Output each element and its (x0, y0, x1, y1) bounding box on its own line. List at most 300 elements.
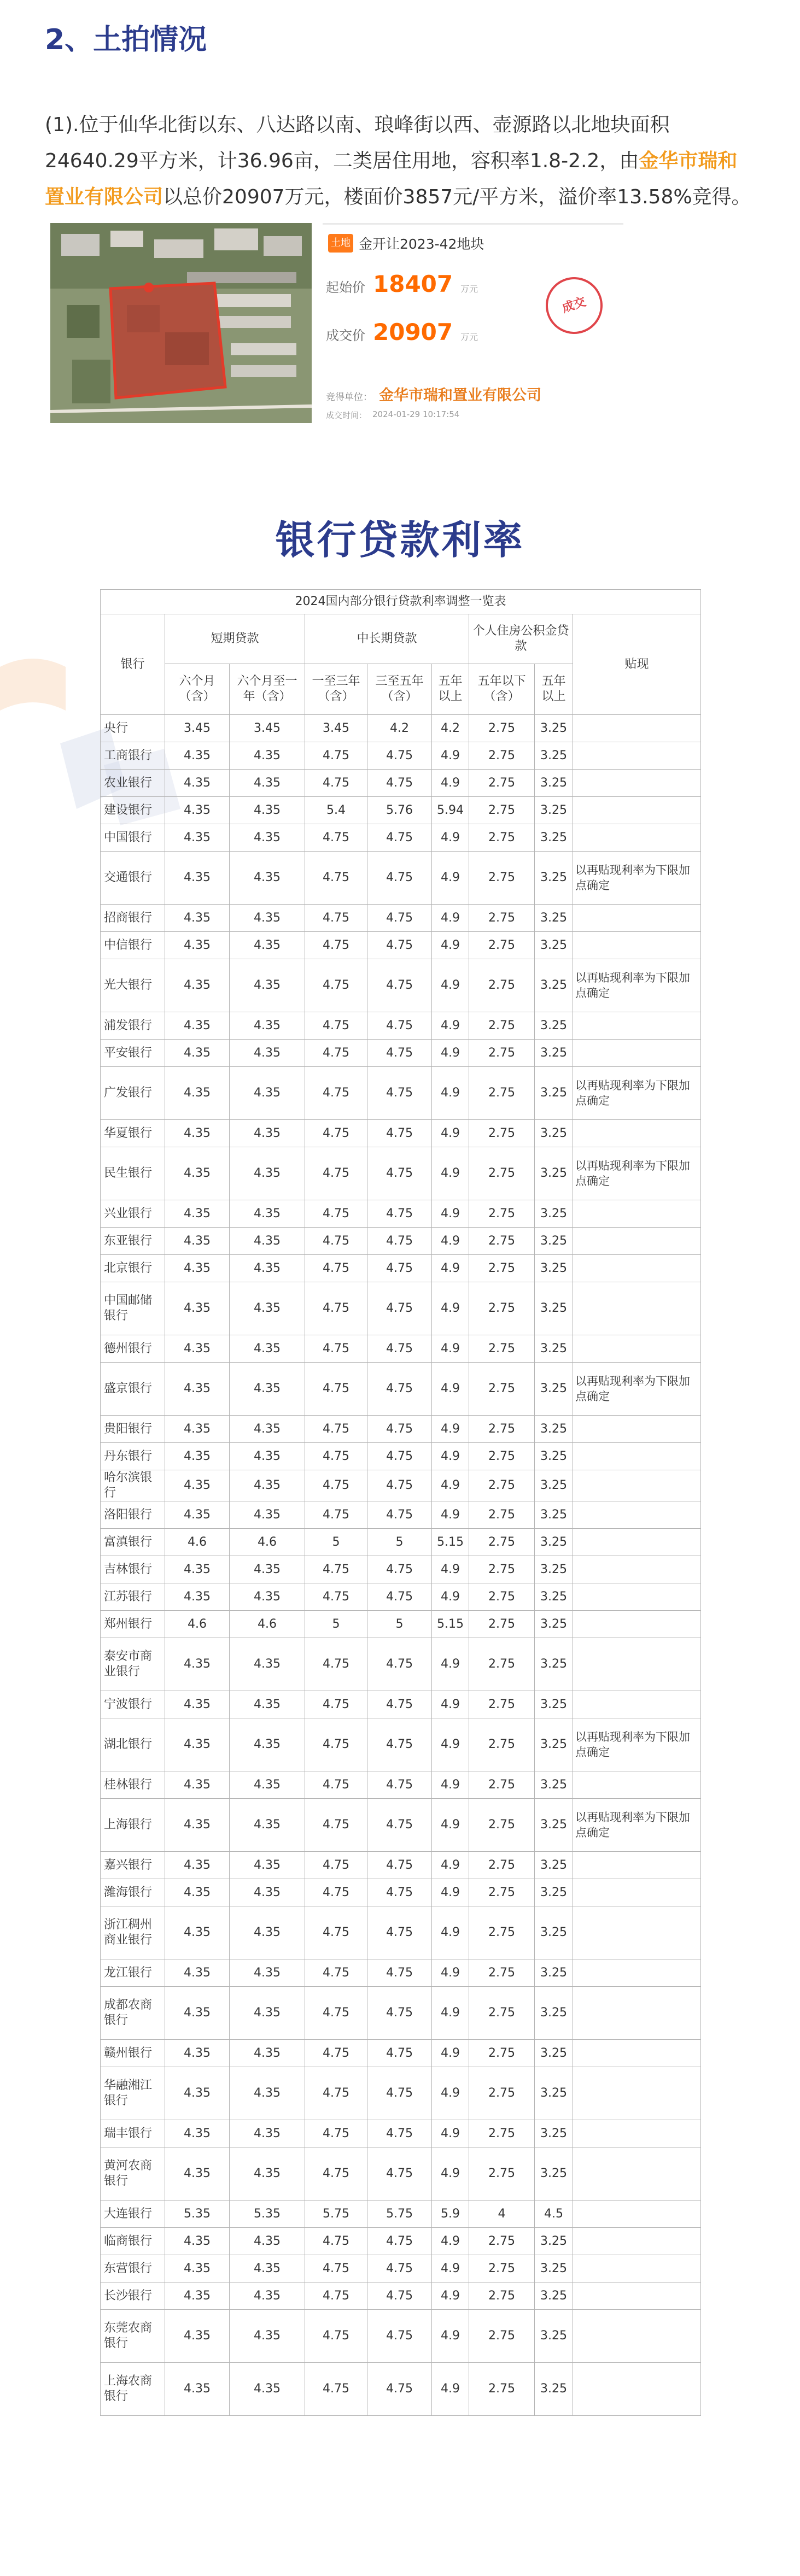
rate-cell: 4.35 (230, 1470, 305, 1501)
rate-cell: 3.25 (535, 1556, 573, 1583)
rate-cell: 4.35 (230, 1012, 305, 1040)
table-row (101, 1987, 701, 2040)
rate-cell: 4.35 (165, 1556, 230, 1583)
rate-cell: 4.75 (367, 1556, 432, 1583)
rate-cell: 3.25 (535, 1255, 573, 1282)
discount-note-cell (573, 1012, 701, 1040)
rate-cell: 4.75 (367, 1638, 432, 1691)
bank-name-cell: 上海农商银行 (101, 2363, 165, 2416)
rate-cell: 4.75 (305, 1282, 367, 1335)
rate-cell: 4.75 (367, 2310, 432, 2363)
bank-name-cell: 央行 (101, 715, 165, 742)
rate-cell: 4.35 (230, 1852, 305, 1879)
rate-cell: 3.25 (535, 2040, 573, 2067)
rates-table-body (101, 715, 701, 2416)
table-row (101, 959, 701, 1012)
table-row (101, 2310, 701, 2363)
rate-cell: 4.35 (230, 770, 305, 797)
rate-cell: 4.35 (165, 1228, 230, 1255)
rate-cell: 4.75 (367, 1718, 432, 1771)
rate-cell: 4.9 (432, 2255, 469, 2282)
bank-name-cell: 东莞农商银行 (101, 2310, 165, 2363)
rate-cell: 3.25 (535, 1987, 573, 2040)
rate-cell: 4.35 (230, 2120, 305, 2147)
bank-name-cell: 洛阳银行 (101, 1501, 165, 1529)
rate-cell: 2.75 (469, 1067, 535, 1120)
rate-cell: 4.35 (165, 1200, 230, 1228)
bank-name-cell: 浦发银行 (101, 1012, 165, 1040)
table-row (101, 1959, 701, 1987)
rate-cell: 5 (367, 1529, 432, 1556)
rate-cell: 2.75 (469, 1012, 535, 1040)
rate-cell: 4.9 (432, 1228, 469, 1255)
rate-cell: 2.75 (469, 770, 535, 797)
table-row (101, 932, 701, 959)
rate-cell: 4.75 (305, 2282, 367, 2310)
table-row (101, 905, 701, 932)
rate-cell: 2.75 (469, 1987, 535, 2040)
rate-cell: 4.75 (367, 2282, 432, 2310)
bank-name-cell: 盛京银行 (101, 1363, 165, 1416)
rate-cell: 4.75 (305, 2067, 367, 2120)
discount-note-cell (573, 770, 701, 797)
rate-cell: 2.75 (469, 1255, 535, 1282)
discount-note-cell (573, 1255, 701, 1282)
rate-cell: 4.75 (367, 1799, 432, 1852)
section-heading: 2、土拍情况 (45, 24, 207, 56)
rate-cell: 3.25 (535, 1012, 573, 1040)
rate-cell: 2.75 (469, 1852, 535, 1879)
rate-cell: 4.9 (432, 1906, 469, 1959)
rate-cell: 4.35 (230, 1556, 305, 1583)
rate-cell: 4.75 (305, 1638, 367, 1691)
rate-cell: 2.75 (469, 1147, 535, 1200)
table-caption-row (101, 590, 701, 614)
rate-cell: 2.75 (469, 1638, 535, 1691)
rate-cell: 3.25 (535, 1040, 573, 1067)
rate-cell: 3.25 (535, 905, 573, 932)
rate-cell: 4.9 (432, 1771, 469, 1799)
discount-note-cell (573, 2310, 701, 2363)
bank-name-cell: 浙江稠州商业银行 (101, 1906, 165, 1959)
discount-note-cell (573, 2282, 701, 2310)
rate-cell: 4.75 (305, 824, 367, 852)
table-row (101, 1556, 701, 1583)
rate-cell: 4.35 (165, 2147, 230, 2201)
rate-cell: 3.25 (535, 770, 573, 797)
bank-name-cell: 湖北银行 (101, 1718, 165, 1771)
table-row (101, 1470, 701, 1501)
rate-cell: 3.25 (535, 1879, 573, 1906)
rate-cell: 4.35 (165, 2255, 230, 2282)
rate-cell: 4.75 (367, 2228, 432, 2255)
rate-cell: 3.25 (535, 1718, 573, 1771)
rate-cell: 2.75 (469, 2282, 535, 2310)
rate-cell: 4.75 (305, 1012, 367, 1040)
rate-cell: 4.35 (165, 1501, 230, 1529)
rate-cell: 5.94 (432, 797, 469, 824)
aerial-map-image (50, 223, 312, 423)
rate-cell: 4.35 (230, 1067, 305, 1120)
deal-price-label: 成交价 (326, 328, 365, 343)
rate-cell: 4.75 (367, 1228, 432, 1255)
rate-cell: 4.75 (305, 742, 367, 770)
rate-cell: 4.35 (165, 1691, 230, 1718)
bank-name-cell: 东营银行 (101, 2255, 165, 2282)
rate-cell: 3.45 (230, 715, 305, 742)
bank-name-cell: 兴业银行 (101, 1200, 165, 1228)
rate-cell: 4.35 (165, 1443, 230, 1470)
table-row (101, 1771, 701, 1799)
rate-cell: 4.35 (230, 1255, 305, 1282)
bank-name-cell: 建设银行 (101, 797, 165, 824)
rate-cell: 3.25 (535, 1906, 573, 1959)
rate-cell: 4.35 (230, 1228, 305, 1255)
rate-cell: 4.35 (165, 1012, 230, 1040)
bank-name-cell: 平安银行 (101, 1040, 165, 1067)
rate-cell: 4.9 (432, 1470, 469, 1501)
aerial-map-graphic (50, 223, 312, 423)
discount-note-cell: 以再贴现利率为下限加点确定 (573, 1363, 701, 1416)
rate-cell: 5.9 (432, 2201, 469, 2228)
table-row (101, 2228, 701, 2255)
discount-note-cell (573, 2363, 701, 2416)
rate-cell: 4.35 (165, 1852, 230, 1879)
rate-cell: 4.35 (230, 1718, 305, 1771)
rate-cell: 2.75 (469, 1470, 535, 1501)
rate-cell: 4.9 (432, 852, 469, 905)
rate-cell: 3.25 (535, 824, 573, 852)
table-row (101, 1012, 701, 1040)
subheader-cell: 五年以上 (432, 664, 469, 715)
rate-cell: 4.6 (230, 1529, 305, 1556)
lot-name-row (328, 231, 484, 255)
rate-cell: 4.35 (165, 770, 230, 797)
discount-note-cell: 以再贴现利率为下限加点确定 (573, 1067, 701, 1120)
rate-cell: 3.25 (535, 1638, 573, 1691)
rate-cell: 4.35 (230, 1879, 305, 1906)
discount-note-cell (573, 1443, 701, 1470)
bank-name-cell: 临商银行 (101, 2228, 165, 2255)
rate-cell: 5 (305, 1529, 367, 1556)
bidder-row (326, 383, 541, 404)
start-price-label: 起始价 (326, 280, 365, 295)
rate-cell: 3.25 (535, 1959, 573, 1987)
rate-cell: 4.75 (305, 1879, 367, 1906)
rate-cell: 4.35 (230, 1987, 305, 2040)
rate-cell: 4.35 (165, 1147, 230, 1200)
rate-cell: 4.75 (367, 852, 432, 905)
deal-time-row (326, 409, 459, 421)
bank-name-cell: 大连银行 (101, 2201, 165, 2228)
rate-cell: 4.35 (165, 852, 230, 905)
rate-cell: 4.75 (305, 1718, 367, 1771)
rate-cell: 2.75 (469, 1556, 535, 1583)
rate-cell: 2.75 (469, 2255, 535, 2282)
discount-note-cell (573, 1556, 701, 1583)
discount-note-cell (573, 797, 701, 824)
bank-name-cell: 宁波银行 (101, 1691, 165, 1718)
rate-cell: 4.9 (432, 2067, 469, 2120)
rate-cell: 2.75 (469, 1771, 535, 1799)
bank-name-cell: 桂林银行 (101, 1771, 165, 1799)
rate-cell: 4.75 (305, 1959, 367, 1987)
subheader-cell: 六个月（含） (165, 664, 230, 715)
rate-cell: 4.75 (305, 2310, 367, 2363)
rate-cell: 4.75 (305, 1228, 367, 1255)
rate-cell: 4.9 (432, 1638, 469, 1691)
rate-cell: 4.75 (367, 1501, 432, 1529)
table-row (101, 1443, 701, 1470)
discount-note-cell (573, 1120, 701, 1147)
discount-note-cell: 以再贴现利率为下限加点确定 (573, 852, 701, 905)
discount-note-cell (573, 1200, 701, 1228)
rate-cell: 4.9 (432, 1852, 469, 1879)
rate-cell: 4.75 (305, 1040, 367, 1067)
rate-cell: 4.75 (367, 1147, 432, 1200)
rate-cell: 4.9 (432, 770, 469, 797)
bidder-label: 竞得单位： (326, 392, 372, 403)
rate-cell: 4.75 (367, 932, 432, 959)
discount-note-cell (573, 1501, 701, 1529)
rate-cell: 2.75 (469, 797, 535, 824)
rate-cell: 4.35 (165, 1416, 230, 1443)
rate-cell: 4.35 (165, 742, 230, 770)
rate-cell: 2.75 (469, 1416, 535, 1443)
rate-cell: 4.75 (305, 932, 367, 959)
rate-cell: 5.15 (432, 1611, 469, 1638)
rate-cell: 4.35 (165, 959, 230, 1012)
rate-cell: 4.75 (305, 1470, 367, 1501)
header-short-term: 短期贷款 (165, 614, 305, 664)
rate-cell: 4.75 (305, 1771, 367, 1799)
bank-name-cell: 中信银行 (101, 932, 165, 959)
table-row (101, 2201, 701, 2228)
rate-cell: 5.35 (165, 2201, 230, 2228)
subheader-cell: 一至三年（含） (305, 664, 367, 715)
rate-cell: 3.25 (535, 2120, 573, 2147)
rate-cell: 4.35 (165, 1879, 230, 1906)
start-price-row (326, 271, 523, 312)
rate-cell: 4.75 (367, 1282, 432, 1335)
rate-cell: 4.9 (432, 1416, 469, 1443)
rate-cell: 4.75 (367, 770, 432, 797)
rate-cell: 4.9 (432, 1255, 469, 1282)
rate-cell: 4.9 (432, 2282, 469, 2310)
rates-title: 银行贷款利率 (275, 517, 525, 563)
rate-cell: 4.75 (367, 1583, 432, 1611)
rate-cell: 4.9 (432, 932, 469, 959)
rate-cell: 3.25 (535, 1228, 573, 1255)
discount-note-cell (573, 932, 701, 959)
rate-cell: 4.35 (165, 1363, 230, 1416)
rate-cell: 2.75 (469, 1529, 535, 1556)
rate-cell: 4.35 (165, 1638, 230, 1691)
rate-cell: 4.35 (230, 2282, 305, 2310)
rate-cell: 3.25 (535, 1611, 573, 1638)
rate-cell: 4.35 (165, 1799, 230, 1852)
rate-cell: 4.35 (230, 1363, 305, 1416)
rate-cell: 4.75 (305, 1691, 367, 1718)
rate-cell: 4.75 (305, 2120, 367, 2147)
rate-cell: 4.35 (165, 1067, 230, 1120)
rate-cell: 4.35 (230, 2040, 305, 2067)
rate-cell: 4.35 (230, 1040, 305, 1067)
lot-name: 金开让2023-42地块 (359, 236, 484, 252)
rate-cell: 4.75 (305, 770, 367, 797)
rate-cell: 3.25 (535, 932, 573, 959)
rate-cell: 4.35 (230, 1771, 305, 1799)
rate-cell: 3.25 (535, 1799, 573, 1852)
bank-name-cell: 德州银行 (101, 1335, 165, 1363)
rate-cell: 4.35 (230, 2310, 305, 2363)
rate-cell: 3.25 (535, 1691, 573, 1718)
rate-cell: 4.75 (305, 1443, 367, 1470)
rate-cell: 4.35 (165, 1906, 230, 1959)
rate-cell: 4.9 (432, 824, 469, 852)
rate-cell: 2.75 (469, 1443, 535, 1470)
rate-cell: 4 (469, 2201, 535, 2228)
rate-cell: 4.75 (305, 2147, 367, 2201)
rate-cell: 4.9 (432, 2228, 469, 2255)
rate-cell: 3.25 (535, 1120, 573, 1147)
rate-cell: 4.35 (165, 1987, 230, 2040)
rate-cell: 4.9 (432, 1335, 469, 1363)
table-row (101, 770, 701, 797)
table-row (101, 1718, 701, 1771)
bank-name-cell: 江苏银行 (101, 1583, 165, 1611)
bank-name-cell: 嘉兴银行 (101, 1852, 165, 1879)
rate-cell: 3.25 (535, 1852, 573, 1879)
rate-cell: 2.75 (469, 1335, 535, 1363)
rate-cell: 4.75 (367, 1040, 432, 1067)
table-row (101, 742, 701, 770)
rate-cell: 4.9 (432, 1959, 469, 1987)
rate-cell: 4.75 (305, 2040, 367, 2067)
rate-cell: 4.9 (432, 2120, 469, 2147)
table-row (101, 1691, 701, 1718)
bank-name-cell: 瑞丰银行 (101, 2120, 165, 2147)
discount-note-cell (573, 742, 701, 770)
rate-cell: 3.25 (535, 1501, 573, 1529)
discount-note-cell (573, 905, 701, 932)
rate-cell: 5.76 (367, 797, 432, 824)
discount-note-cell (573, 1852, 701, 1879)
table-row (101, 2147, 701, 2201)
rate-cell: 3.25 (535, 1583, 573, 1611)
rate-cell: 3.25 (535, 1771, 573, 1799)
rate-cell: 4.9 (432, 1691, 469, 1718)
rate-cell: 4.9 (432, 1879, 469, 1906)
rate-cell: 4.35 (230, 1583, 305, 1611)
discount-note-cell (573, 1282, 701, 1335)
rate-cell: 3.25 (535, 2228, 573, 2255)
rate-cell: 3.25 (535, 2282, 573, 2310)
rate-cell: 2.75 (469, 2120, 535, 2147)
table-row (101, 2120, 701, 2147)
bank-name-cell: 民生银行 (101, 1147, 165, 1200)
rate-cell: 4.35 (230, 1443, 305, 1470)
rate-cell: 4.9 (432, 959, 469, 1012)
rate-cell: 2.75 (469, 715, 535, 742)
rate-cell: 4.75 (305, 1200, 367, 1228)
bank-name-cell: 交通银行 (101, 852, 165, 905)
table-row (101, 2255, 701, 2282)
rate-cell: 4.9 (432, 2363, 469, 2416)
table-row (101, 797, 701, 824)
table-row (101, 1799, 701, 1852)
rate-cell: 4.35 (165, 932, 230, 959)
rate-cell: 4.35 (230, 1200, 305, 1228)
rate-cell: 4.35 (230, 824, 305, 852)
rate-cell: 4.75 (367, 2040, 432, 2067)
subheader-cell: 五年以下（含） (469, 664, 535, 715)
discount-note-cell (573, 2040, 701, 2067)
rate-cell: 2.75 (469, 2310, 535, 2363)
rate-cell: 4.75 (367, 2363, 432, 2416)
rate-cell: 4.35 (165, 1959, 230, 1987)
start-price-value: 18407 (373, 271, 453, 297)
table-row (101, 1067, 701, 1120)
table-row (101, 715, 701, 742)
discount-note-cell (573, 2201, 701, 2228)
table-row (101, 1282, 701, 1335)
rate-cell: 4.75 (367, 1335, 432, 1363)
rate-cell: 4.35 (165, 2363, 230, 2416)
rate-cell: 2.75 (469, 1959, 535, 1987)
rate-cell: 4.75 (367, 1443, 432, 1470)
table-row (101, 1228, 701, 1255)
rate-cell: 4.75 (305, 1501, 367, 1529)
bank-name-cell: 工商银行 (101, 742, 165, 770)
rate-cell: 3.25 (535, 2067, 573, 2120)
discount-note-cell (573, 1611, 701, 1638)
rate-cell: 4.75 (367, 2147, 432, 2201)
discount-note-cell (573, 1959, 701, 1987)
rate-cell: 4.35 (230, 2255, 305, 2282)
rate-cell: 3.25 (535, 1363, 573, 1416)
rate-cell: 4.6 (165, 1529, 230, 1556)
rate-cell: 3.25 (535, 1416, 573, 1443)
rate-cell: 4.2 (367, 715, 432, 742)
rate-cell: 4.9 (432, 905, 469, 932)
table-row (101, 1529, 701, 1556)
rate-cell: 4.75 (305, 1416, 367, 1443)
bank-name-cell: 东亚银行 (101, 1228, 165, 1255)
rate-cell: 4.9 (432, 1443, 469, 1470)
rate-cell: 2.75 (469, 1583, 535, 1611)
rate-cell: 4.35 (230, 1691, 305, 1718)
discount-note-cell (573, 2147, 701, 2201)
bank-name-cell: 富滇银行 (101, 1529, 165, 1556)
rate-cell: 4.9 (432, 1067, 469, 1120)
rate-cell: 2.75 (469, 1906, 535, 1959)
rate-cell: 4.9 (432, 1718, 469, 1771)
table-row (101, 1906, 701, 1959)
header-mid-long-term: 中长期贷款 (305, 614, 469, 664)
rate-cell: 4.75 (367, 1470, 432, 1501)
rate-cell: 4.75 (367, 824, 432, 852)
rate-cell: 3.25 (535, 959, 573, 1012)
bank-name-cell: 中国银行 (101, 824, 165, 852)
rate-cell: 4.75 (305, 959, 367, 1012)
rate-cell: 4.75 (367, 1363, 432, 1416)
discount-note-cell: 以再贴现利率为下限加点确定 (573, 1799, 701, 1852)
rate-cell: 5.75 (305, 2201, 367, 2228)
winning-company-highlight: 金华市瑞和置业有限公司 (45, 150, 738, 208)
rate-cell: 4.35 (165, 2040, 230, 2067)
table-row (101, 1120, 701, 1147)
